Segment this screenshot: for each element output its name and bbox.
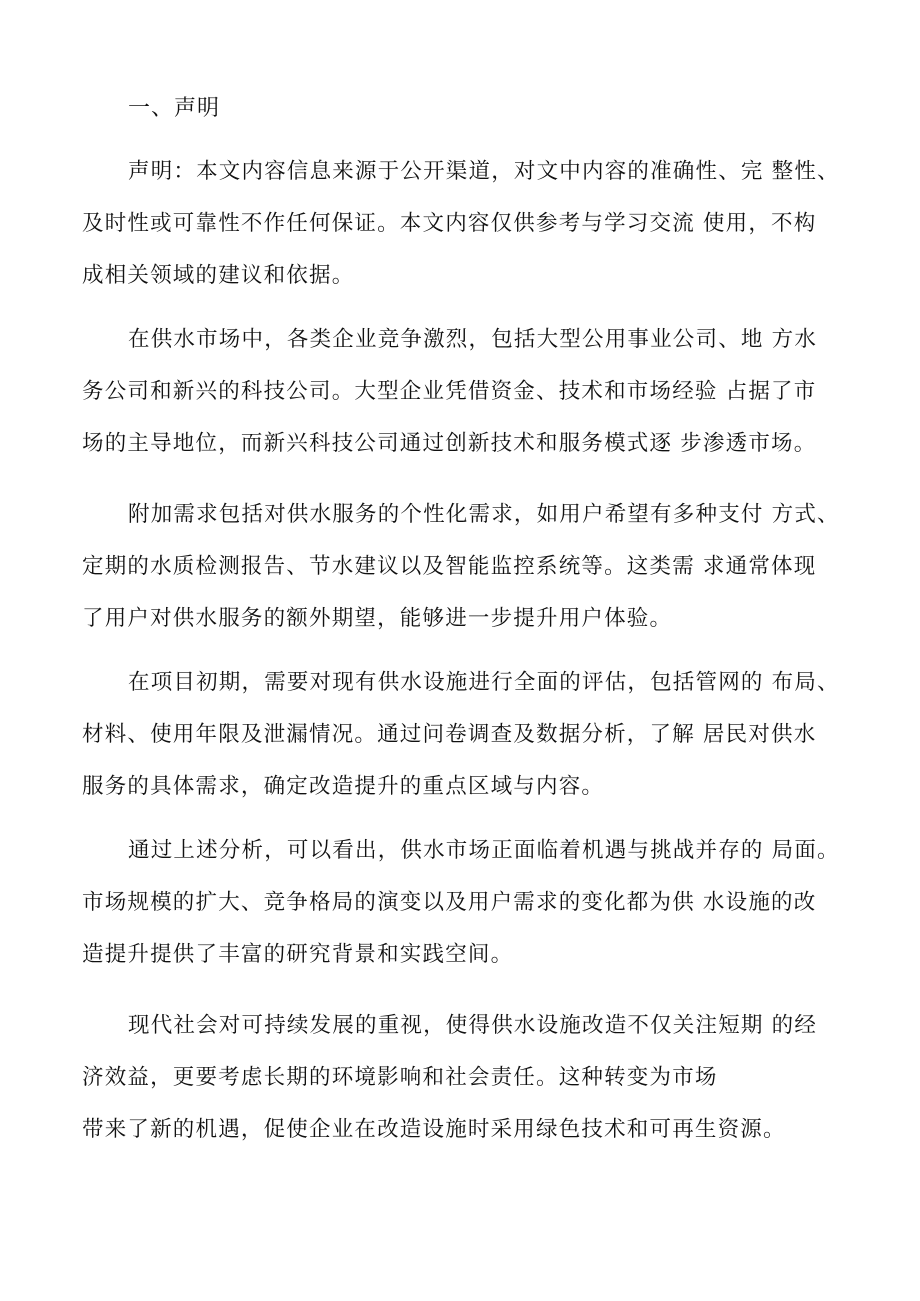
paragraph-line: 及时性或可靠性不作任何保证。本文内容仅供参考与学习交流 使用，不构: [82, 211, 817, 236]
paragraph-line: 济效益，更要考虑长期的环境影响和社会责任。这种转变为市场: [82, 1065, 718, 1090]
paragraph-line: 附加需求包括对供水服务的个性化需求，如用户希望有多种支付 方式、: [128, 502, 840, 527]
paragraph-line: 服务的具体需求，确定改造提升的重点区域与内容。: [82, 774, 605, 799]
paragraph-line: 现代社会对可持续发展的重视，使得供水设施改造不仅关注短期 的经: [128, 1013, 818, 1038]
paragraph-line: 成相关领域的建议和依据。: [82, 263, 355, 288]
paragraph-market-competition: [82, 314, 842, 470]
paragraph-line: 造提升提供了丰富的研究背景和实践空间。: [82, 942, 514, 967]
paragraph-line: 声明：本文内容信息来源于公开渠道，对文中内容的准确性、完 整性、: [128, 159, 840, 184]
paragraph-line: 通过上述分析，可以看出，供水市场正面临着机遇与挑战并存的 局面。: [128, 838, 840, 863]
paragraph-line: 场的主导地位，而新兴科技公司通过创新技术和服务模式逐 步渗透市场。: [82, 431, 817, 456]
paragraph-line: 市场规模的扩大、竞争格局的演变以及用户需求的变化都为供 水设施的改: [82, 890, 817, 915]
paragraph-line: 在项目初期，需要对现有供水设施进行全面的评估，包括管网的 布局、: [128, 670, 840, 695]
paragraph-disclaimer: [82, 146, 842, 302]
paragraph-sustainability: [82, 1000, 842, 1156]
paragraph-line: 务公司和新兴的科技公司。大型企业凭借资金、技术和市场经验 占据了市: [82, 379, 817, 404]
paragraph-line: 了用户对供水服务的额外期望，能够进一步提升用户体验。: [82, 606, 673, 631]
section-heading: 一、声明: [128, 96, 221, 121]
paragraph-line: 材料、使用年限及泄漏情况。通过问卷调查及数据分析，了解 居民对供水: [82, 722, 817, 747]
paragraph-analysis-summary: [82, 825, 842, 981]
paragraph-line: 在供水市场中，各类企业竞争激烈，包括大型公用事业公司、地 方水: [128, 327, 818, 352]
paragraph-initial-assessment: [82, 657, 842, 813]
paragraph-line: 定期的水质检测报告、节水建议以及智能监控系统等。这类需 求通常体现: [82, 554, 817, 579]
paragraph-line: 带来了新的机遇，促使企业在改造设施时采用绿色技术和可再生资源。: [82, 1117, 786, 1142]
paragraph-additional-demand: [82, 489, 842, 645]
